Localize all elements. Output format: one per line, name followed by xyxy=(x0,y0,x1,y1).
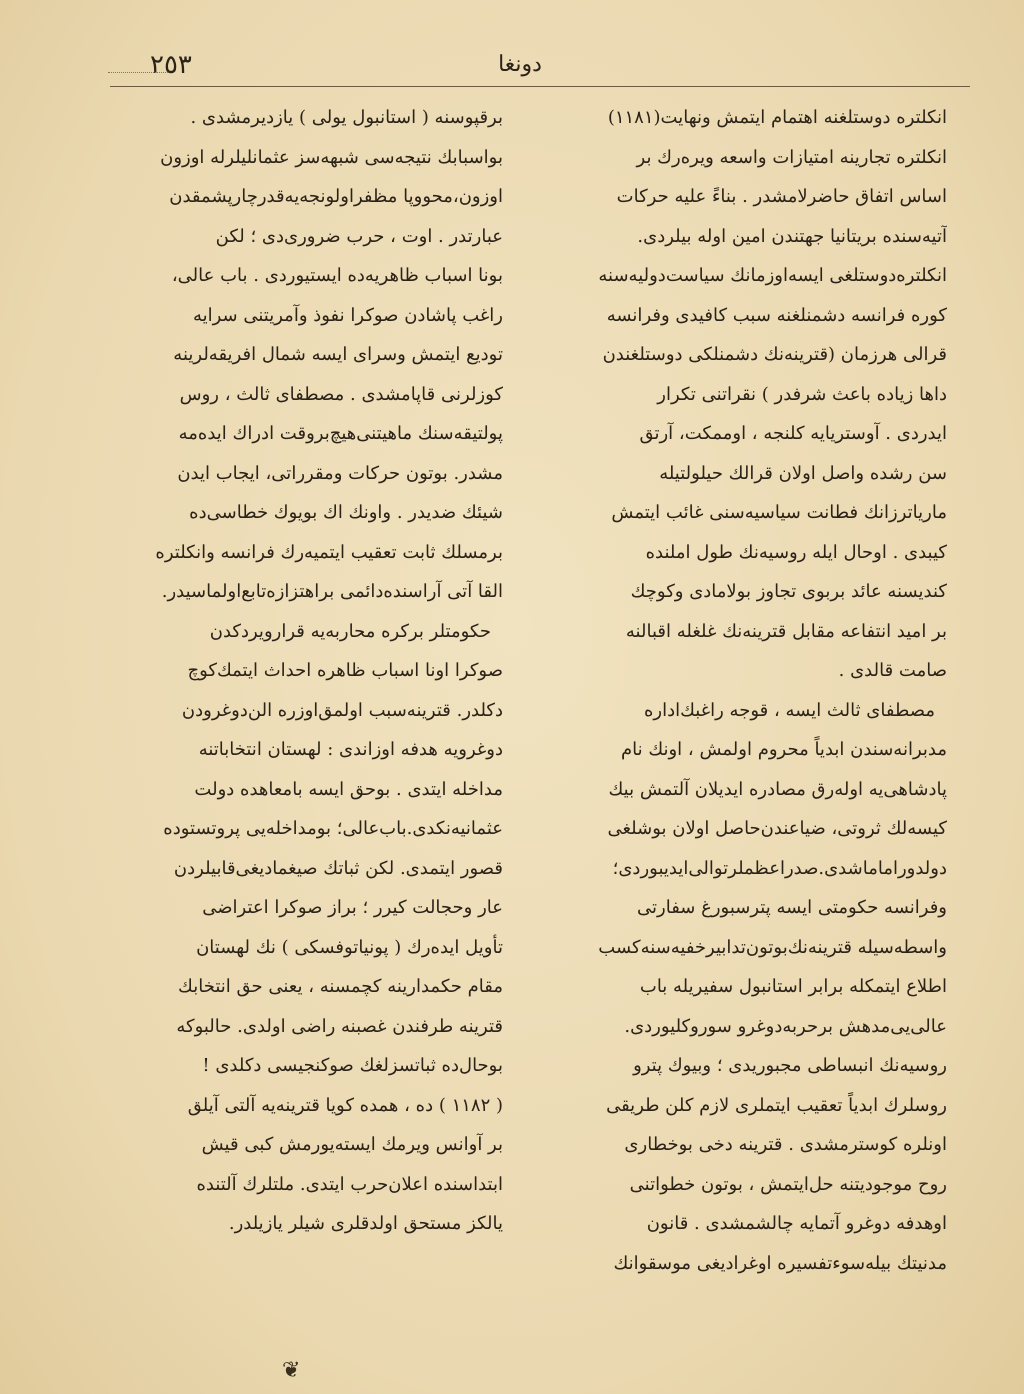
text-line: سن رشده واصل اولان قرالك حيلولتيله xyxy=(659,462,947,484)
text-line: اوزون،محووپا مظفراولونجه‌يه‌قدرچارپشمقدن xyxy=(169,186,503,207)
text-line: بواسبابك نتيجه‌سى شبهه‌سز عثمانليلرله اوزون xyxy=(160,146,503,168)
text-line: بونا اسباب ظاهريه‌ده ايستيوردى . باب عالى، xyxy=(171,265,503,286)
text-line: ماريا‌ترزانك فطانت سياسيه‌سنى غائب ايتمش xyxy=(611,502,947,523)
text-line: مصطفاى ثالث ايسه ، قوجه راغبك‌اداره‌ xyxy=(643,699,935,721)
text-line: مشدر. بوتون حركات ومقرراتى، ايجاب ايدن xyxy=(177,462,503,484)
text-line: كوره فرانسه دشمنلغنه سبب كافيدى وفرانسه xyxy=(606,304,947,326)
text-line: ابتداسنده اعلان‌حرب ايتدى. ملتلرك آلتنده xyxy=(196,1173,503,1195)
text-line: دكلدر. قترينه‌سبب اولمق‌اوزره الن‌دوغرودن xyxy=(181,699,503,721)
text-line: يالكز مستحق اولدقلرى شيلر يازيلدر. xyxy=(228,1213,503,1234)
text-line: پادشاهى‌يه اوله‌رق مصادره ايديلان آلتمش بيك xyxy=(608,778,947,800)
page-number: ٢٥٣ xyxy=(150,50,192,80)
text-line: پولتيقه‌سنك ماهيتنى‌هيچ‌بروقت ادراك ايده‌مه‌ xyxy=(178,423,503,444)
text-line: ايدردى . آوستريايه كلنجه ، اوممكت، آرتق xyxy=(639,423,947,444)
text-line: روسلرك ابدياً تعقيب ايتملرى لازم كلن طريقى xyxy=(606,1094,947,1116)
text-line: اونلره كوسترمشدى . قترينه دخى بوخطارى xyxy=(624,1134,947,1155)
text-line: دولدوراماماشدى.صدراعظملرتوالى‌ايديبوردى؛ xyxy=(612,857,947,879)
text-line: عبارتدر . اوت ، حرب ضرورى‌دى ؛ لكن xyxy=(215,225,503,247)
text-line: مداخله ايتدى . بوحق ايسه بامعاهده دولت xyxy=(194,778,503,800)
text-line: واسطه‌سيله قترينه‌نك‌بوتون‌تدابيرخفيه‌سنه‌كسب xyxy=(598,936,947,958)
running-title: دونغا xyxy=(498,52,542,77)
text-line: اطلاع ايتمكله برابر استانبول سفيريله باب xyxy=(639,976,947,997)
text-line: اساس اتفاق حاضرلامشدر . بناءً عليه حركات xyxy=(616,186,947,207)
text-line: راغب پاشادن صوكرا نفوذ وآمريتنى سرايه xyxy=(192,304,503,326)
text-line: داها زياده باعث شرفدر ) نقراتنى تكرار xyxy=(657,383,947,405)
text-line: قصور ايتمدى. لكن ثباتك صيغماديغى‌قابيلردن xyxy=(173,857,503,879)
text-line: اوهدفه دوغرو آتمايه چالشمشدى . قانون xyxy=(646,1213,947,1234)
text-line: بر اميد انتفاعه مقابل قترينه‌نك غلغله اقبالنه xyxy=(625,620,947,642)
text-line: روح موجوديتنه حل‌ايتمش ، بوتون خطواتنى xyxy=(629,1173,947,1195)
text-line: انكلتره‌دوستلغى ايسه‌اوزمانك سياست‌دوليه‌سنه xyxy=(598,265,947,286)
text-line: وفرانسه حكومتى ايسه پترسبورغ سفارتى xyxy=(637,897,947,918)
end-ornament-icon: ❦ xyxy=(282,1358,301,1383)
text-line: تأويل ايده‌رك ( پونياتوفسكى ) نك لهستان xyxy=(196,936,503,958)
text-line: بوحال‌ده ثباتسزلغك صوكنجيسى دكلدى ! xyxy=(202,1055,503,1076)
text-line: القا آتى آراسنده‌دائمى براهتزازه‌تابع‌اولماسيدر. xyxy=(161,581,503,602)
text-line: ( ١١٨٢ ) ده ، همده كويا قترينه‌يه آلتى آيلق xyxy=(187,1094,503,1116)
text-line: كنديسنه عائد بربوى تجاوز بولامادى وكوچك xyxy=(630,581,947,602)
text-line: قترينه طرفندن غصبنه راضى اولدى. حالبوكه xyxy=(176,1015,503,1037)
text-line: شيئك ضديدر . واونك اك بويوك خطاسى‌ده xyxy=(189,502,503,523)
text-line: كيبدى . اوحال ايله روسيه‌نك طول املنده xyxy=(645,541,947,563)
text-line: كوزلرنى قاپامشدى . مصطفاى ثالث ، روس xyxy=(179,383,503,405)
header-dotted-rule xyxy=(108,72,168,79)
text-line: عالى‌يى‌مدهش برحربه‌دوغرو سوروكليوردى. xyxy=(624,1015,947,1037)
left-text-column xyxy=(108,98,503,1244)
text-line: قرالى هرزمان (قترينه‌نك دشمنلكى دوستلغندن xyxy=(602,344,947,365)
text-line: حكومتلر بركره محاربه‌يه قرارويردكدن xyxy=(209,620,491,642)
text-line: انكلتره تجارينه امتيازات واسعه ويره‌رك بر xyxy=(636,146,947,168)
text-line: روسيه‌نك انبساطى مجبوريدى ؛ وبيوك پترو xyxy=(633,1055,947,1076)
text-line: صامت قالدى . xyxy=(838,660,947,681)
text-line: عثمانيه‌نكدى.باب‌عالى؛ بومداخله‌يى پروتستوده xyxy=(163,818,503,839)
text-line: عار وحجالت كيرر ؛ براز صوكرا اعتراضى xyxy=(202,897,503,918)
text-line: انكلتره دوستلغنه اهتمام ايتمش ونهايت(١١٨١) xyxy=(607,107,947,128)
text-line: برقپوسنه ( استانبول يولى ) يازديرمشدى . xyxy=(190,107,503,128)
text-line: مقام حكمدارينه كچمسنه ، يعنى حق انتخابك xyxy=(178,976,503,997)
text-line: برمسلك ثابت تعقيب ايتميه‌رك فرانسه وانكلتره xyxy=(155,541,503,563)
text-line: بر آوانس ويرمك ايسته‌يورمش كبى قيش xyxy=(201,1134,503,1155)
right-text-column xyxy=(552,98,947,1283)
text-line: صوكرا اونا اسباب ظاهره احداث ايتمك‌كوچ xyxy=(187,660,503,681)
text-line: توديع ايتمش وسراى ايسه شمال افريقه‌لرينه xyxy=(173,344,503,365)
text-line: كيسه‌لك ثروتى، ضياعندن‌حاصل اولان بوشلغى xyxy=(607,818,947,839)
text-line: مدنيتك بيله‌سوء‌تفسيره اوغراديغى موسقوانك xyxy=(613,1252,947,1274)
text-line: آتيه‌سنده بريتانيا جهتندن امين اوله بيلردى. xyxy=(637,225,947,247)
header-rule xyxy=(110,86,970,87)
text-line: مدبرانه‌سندن ابدياً محروم اولمش ، اونك نام xyxy=(620,739,947,760)
text-line: دوغرويه هدفه اوزاندى : لهستان انتخاباتنه xyxy=(198,739,503,760)
